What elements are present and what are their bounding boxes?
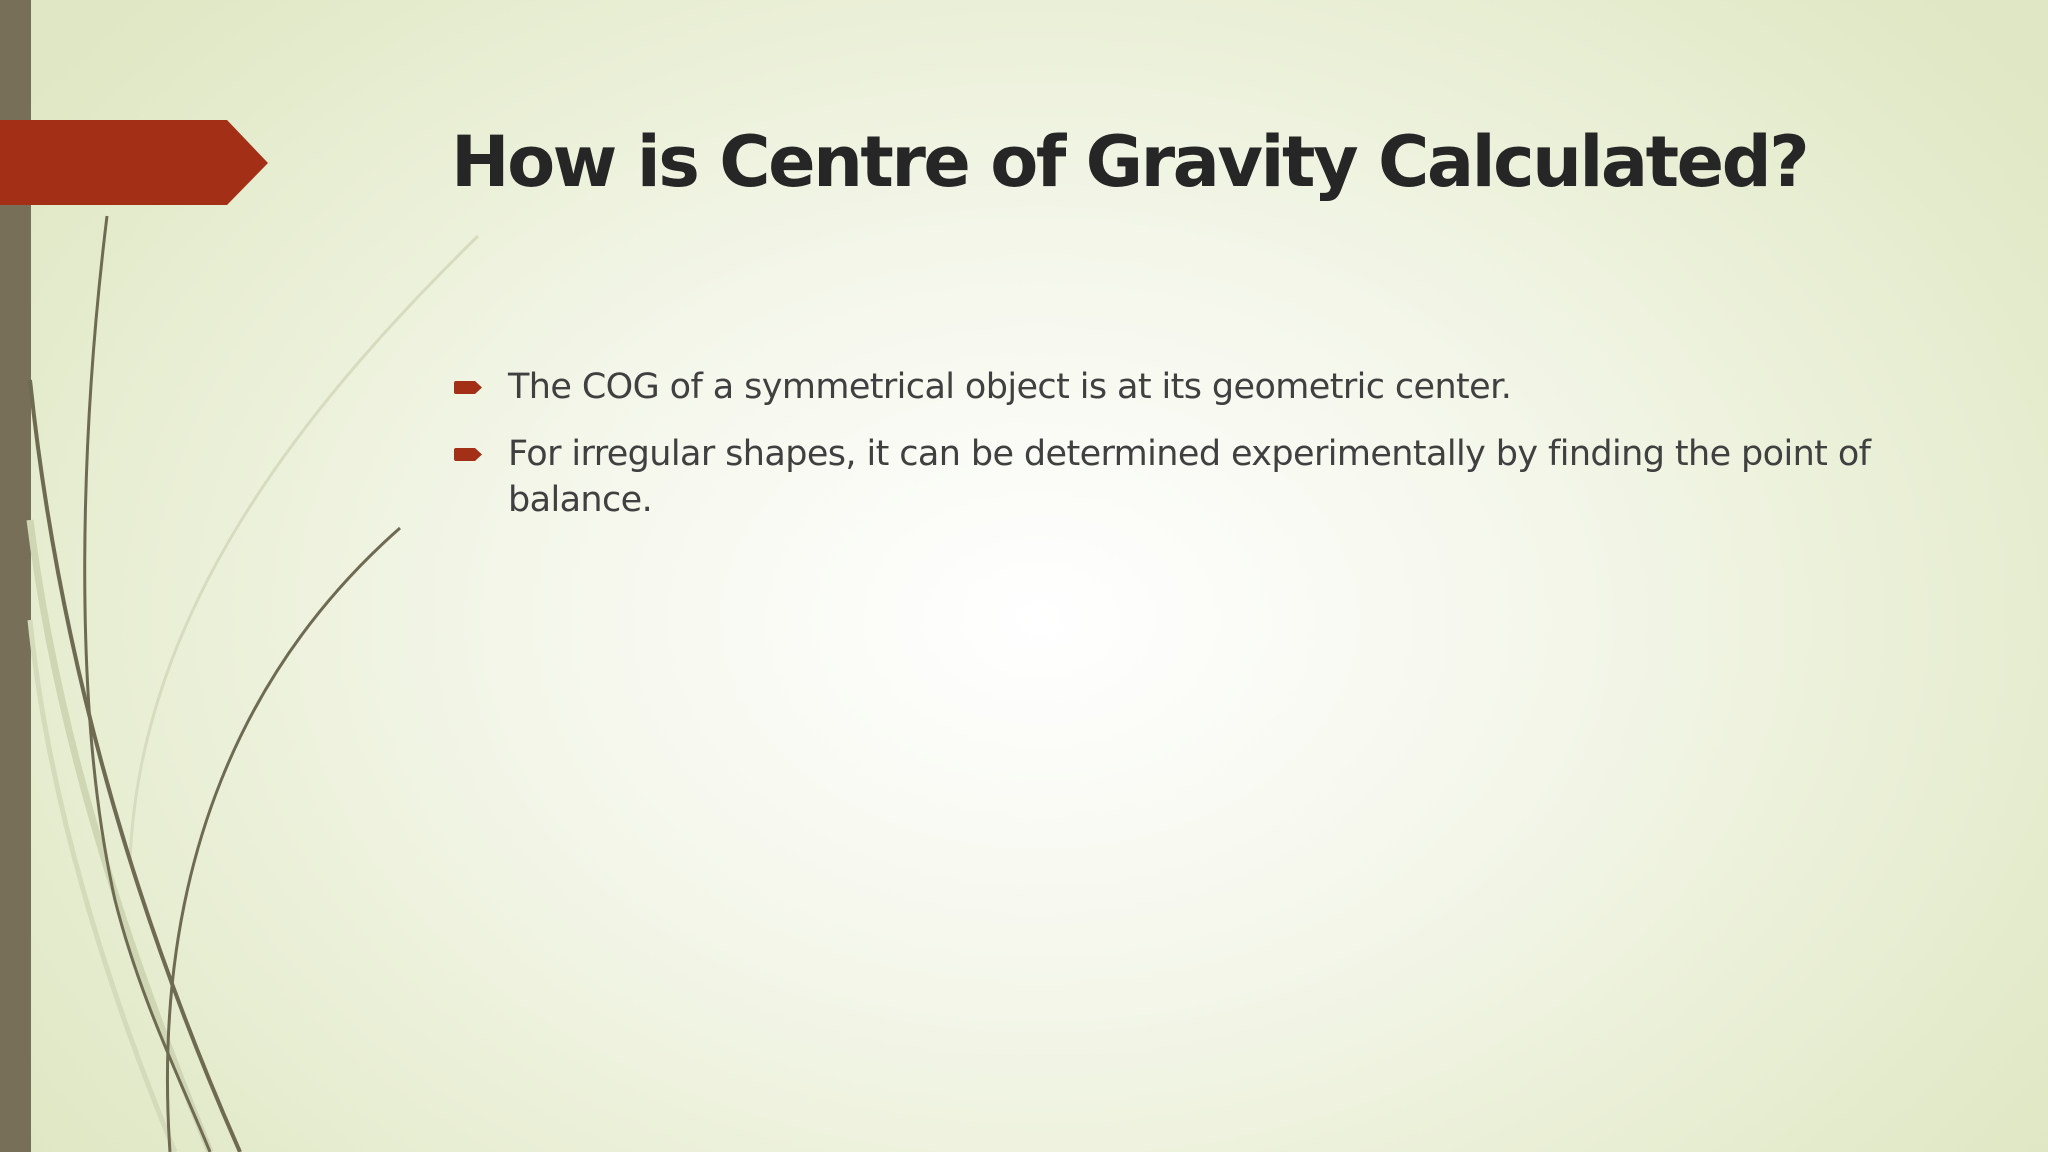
arrow-bullet-icon (453, 447, 483, 462)
bullet-item (451, 364, 1881, 410)
bullet-list (451, 364, 1881, 544)
accent-arrow-shape (0, 120, 268, 205)
bullet-text: For irregular shapes, it can be determined experimentally by finding the point of balance. (508, 434, 1871, 520)
arrow-bullet-icon (453, 380, 483, 395)
bullet-text: The COG of a symmetrical object is at its geometric center. (508, 367, 1512, 407)
bullet-item (451, 431, 1881, 523)
slide-title: How is Centre of Gravity Calculated? (451, 121, 1808, 203)
